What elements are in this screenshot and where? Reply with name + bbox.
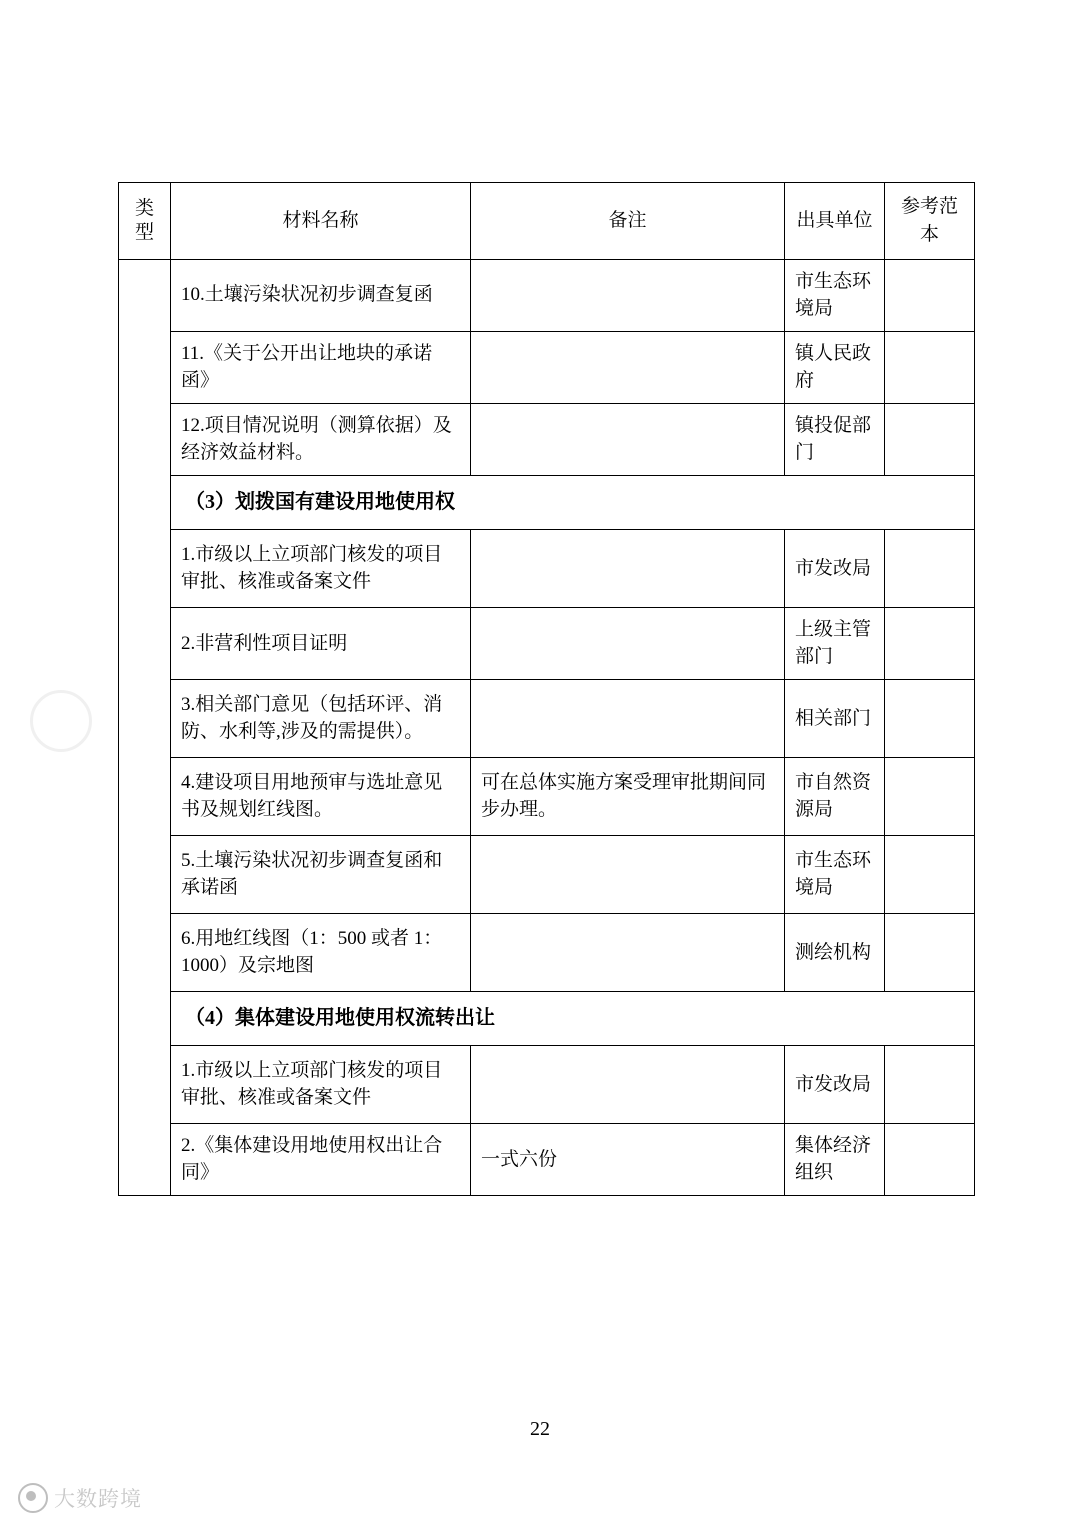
section-title: （3）划拨国有建设用地使用权	[171, 475, 975, 529]
column-header-org: 出具单位	[785, 183, 885, 260]
cell-ref	[885, 835, 975, 913]
cell-note	[471, 403, 785, 475]
cell-name: 5.土壤污染状况初步调查复函和承诺函	[171, 835, 471, 913]
column-header-ref-line2: 本	[919, 223, 939, 245]
cell-ref	[885, 679, 975, 757]
cell-name: 4.建设项目用地预审与选址意见书及规划红线图。	[171, 757, 471, 835]
cell-ref	[885, 1123, 975, 1195]
column-header-ref-line1: 参考范	[900, 196, 958, 218]
materials-table	[118, 182, 975, 1196]
cell-note	[471, 835, 785, 913]
cell-name: 2.非营利性项目证明	[171, 607, 471, 679]
column-header-type-line2: 型	[134, 221, 154, 243]
cell-name: 6.用地红线图（1：500 或者 1：1000）及宗地图	[171, 913, 471, 991]
table-row	[119, 529, 975, 607]
table-row	[119, 757, 975, 835]
column-header-name: 材料名称	[171, 183, 471, 260]
table-header	[119, 183, 975, 260]
column-header-ref	[885, 183, 975, 260]
cell-name: 1.市级以上立项部门核发的项目审批、核准或备案文件	[171, 529, 471, 607]
cell-name: 10.土壤污染状况初步调查复函	[171, 259, 471, 331]
cell-org: 相关部门	[785, 679, 885, 757]
cell-note	[471, 259, 785, 331]
table-row	[119, 1123, 975, 1195]
cell-note	[471, 913, 785, 991]
section-title: （4）集体建设用地使用权流转出让	[171, 991, 975, 1045]
cell-org: 市发改局	[785, 1045, 885, 1123]
cell-note	[471, 607, 785, 679]
cell-note	[471, 1045, 785, 1123]
table-header-row	[119, 183, 975, 260]
column-header-type-line1: 类	[134, 198, 154, 219]
watermark-logo-icon	[18, 1483, 48, 1513]
cell-org: 镇人民政府	[785, 331, 885, 403]
watermark-text: 大数跨境	[54, 1488, 142, 1511]
cell-org: 市自然资源局	[785, 757, 885, 835]
cell-ref	[885, 607, 975, 679]
table-row	[119, 679, 975, 757]
cell-ref	[885, 331, 975, 403]
cell-org: 市生态环境局	[785, 835, 885, 913]
table-section-row	[119, 475, 975, 529]
table-section-row	[119, 991, 975, 1045]
cell-org: 集体经济组织	[785, 1123, 885, 1195]
cell-org: 市生态环境局	[785, 259, 885, 331]
cell-ref	[885, 259, 975, 331]
table-row	[119, 259, 975, 331]
watermark	[18, 1483, 142, 1513]
page-number: 22	[530, 1418, 550, 1440]
cell-name: 1.市级以上立项部门核发的项目审批、核准或备案文件	[171, 1045, 471, 1123]
cell-name: 2.《集体建设用地使用权出让合同》	[171, 1123, 471, 1195]
cell-note	[471, 679, 785, 757]
cell-ref	[885, 403, 975, 475]
column-header-type	[119, 183, 171, 260]
cell-org: 市发改局	[785, 529, 885, 607]
column-header-note: 备注	[471, 183, 785, 260]
cell-note: 可在总体实施方案受理审批期间同步办理。	[471, 757, 785, 835]
cell-name: 11.《关于公开出让地块的承诺函》	[171, 331, 471, 403]
cell-org: 上级主管部门	[785, 607, 885, 679]
table-row	[119, 607, 975, 679]
cell-ref	[885, 757, 975, 835]
cell-note	[471, 529, 785, 607]
type-merged-cell	[119, 259, 171, 1195]
table-row	[119, 913, 975, 991]
cell-name: 12.项目情况说明（测算依据）及经济效益材料。	[171, 403, 471, 475]
cell-note	[471, 331, 785, 403]
table-row	[119, 331, 975, 403]
cell-ref	[885, 913, 975, 991]
table-body	[119, 259, 975, 1195]
cell-org: 镇投促部门	[785, 403, 885, 475]
table-row	[119, 403, 975, 475]
cell-name: 3.相关部门意见（包括环评、消防、水利等,涉及的需提供）。	[171, 679, 471, 757]
watermark-ghost-icon	[30, 690, 92, 752]
cell-org: 测绘机构	[785, 913, 885, 991]
table-row	[119, 1045, 975, 1123]
cell-note: 一式六份	[471, 1123, 785, 1195]
table-row	[119, 835, 975, 913]
cell-ref	[885, 1045, 975, 1123]
cell-ref	[885, 529, 975, 607]
